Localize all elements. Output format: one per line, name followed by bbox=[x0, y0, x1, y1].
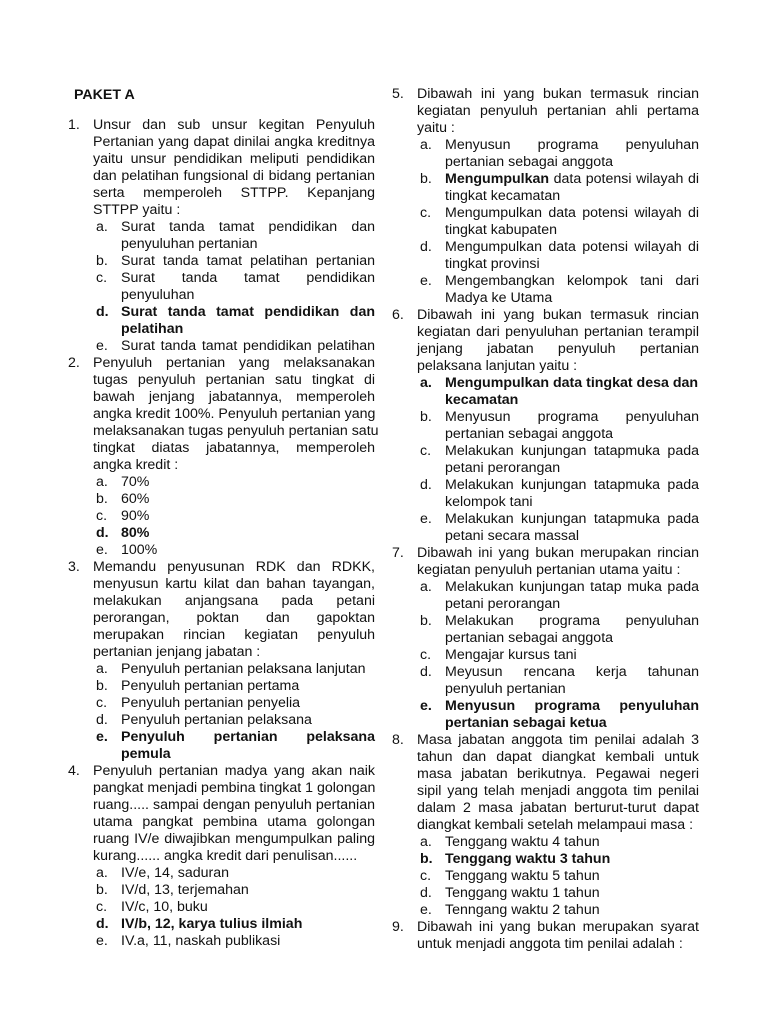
item-text: diangkat kembali setelah melampaui masa : bbox=[417, 817, 694, 833]
answer-option bbox=[68, 270, 375, 287]
answer-option bbox=[392, 613, 699, 630]
item-text: penyuluh pertanian bbox=[445, 681, 566, 697]
item-number: b. bbox=[96, 491, 108, 507]
item-text: Menyusun programa penyuluhan bbox=[445, 698, 699, 714]
answer-option-continued bbox=[392, 715, 699, 732]
item-number: 3. bbox=[68, 559, 80, 575]
question-text-line bbox=[68, 440, 375, 457]
item-text: ruang..... sampai dengan penyuluh pertanian bbox=[93, 797, 375, 813]
item-text: Penyuluh pertanian pelaksana lanjutan bbox=[121, 661, 366, 677]
question-line bbox=[68, 763, 375, 780]
question-text-line bbox=[392, 766, 699, 783]
item-text: pertanian sebagai anggota bbox=[445, 154, 614, 170]
answer-option bbox=[392, 239, 699, 256]
item-text: tingkat diatas jabatannya, memperoleh bbox=[93, 440, 375, 456]
item-text: pelatihan bbox=[121, 321, 184, 337]
item-number: b. bbox=[96, 882, 108, 898]
item-text: Surat tanda tamat pendidikan bbox=[121, 270, 375, 286]
answer-option bbox=[392, 834, 699, 851]
item-text: Tenggang waktu 4 tahun bbox=[445, 834, 600, 850]
bold-word: Mengumpulkan bbox=[445, 171, 550, 187]
item-number: 1. bbox=[68, 117, 80, 133]
item-text: STTPP yaitu : bbox=[93, 202, 181, 218]
item-text: kegiatan dari penyuluhan pertanian terampil bbox=[417, 324, 699, 340]
item-number: c. bbox=[420, 647, 432, 663]
answer-option-continued bbox=[392, 154, 699, 171]
answer-option-continued bbox=[392, 596, 699, 613]
question-text-line bbox=[392, 120, 699, 137]
answer-option bbox=[68, 695, 375, 712]
answer-option bbox=[68, 491, 375, 508]
item-text: Dibawah ini yang bukan merupakan rincian bbox=[417, 545, 699, 561]
item-text: pertanian sebagai anggota bbox=[445, 426, 614, 442]
item-number: d. bbox=[420, 885, 432, 901]
answer-option bbox=[68, 661, 375, 678]
item-text: 80% bbox=[121, 525, 150, 541]
question-text-line bbox=[68, 644, 375, 661]
item-number: e. bbox=[96, 542, 108, 558]
answer-option bbox=[392, 273, 699, 290]
item-text: IV/d, 13, terjemahan bbox=[121, 882, 249, 898]
item-number: c. bbox=[96, 899, 108, 915]
item-text: tahun dan dapat diangkat kembali untuk bbox=[417, 749, 699, 765]
item-number: c. bbox=[96, 270, 108, 286]
item-number: a. bbox=[420, 137, 432, 153]
item-number: 7. bbox=[392, 545, 404, 561]
answer-option bbox=[68, 474, 375, 491]
question-text-line bbox=[392, 341, 699, 358]
question-line bbox=[392, 732, 699, 749]
answer-option bbox=[68, 712, 375, 729]
item-text: Dibawah ini yang bukan termasuk rincian bbox=[417, 86, 699, 102]
item-text: tingkat kecamatan bbox=[445, 188, 561, 204]
answer-option bbox=[68, 338, 375, 355]
item-text: Mengumpulkan data potensi wilayah di bbox=[445, 239, 699, 255]
item-number: e. bbox=[420, 511, 432, 527]
answer-option bbox=[68, 304, 375, 321]
question-text-line bbox=[68, 814, 375, 831]
item-text: Surat tanda tamat pendidikan dan bbox=[121, 219, 375, 235]
question-text-line bbox=[68, 797, 375, 814]
item-number: c. bbox=[96, 508, 108, 524]
answer-option-continued bbox=[68, 287, 375, 304]
question-text-line bbox=[68, 848, 375, 865]
item-number: d. bbox=[96, 304, 109, 320]
question-text-line bbox=[68, 134, 375, 151]
item-text: penyuluhan bbox=[121, 287, 195, 303]
item-text: Madya ke Utama bbox=[445, 290, 553, 306]
answer-option bbox=[392, 171, 699, 188]
item-text: angka kredit : bbox=[93, 457, 179, 473]
item-text: Tenngang waktu 2 tahun bbox=[445, 902, 600, 918]
answer-option bbox=[68, 678, 375, 695]
question-text-line bbox=[68, 610, 375, 627]
answer-option-continued bbox=[392, 630, 699, 647]
item-number: a. bbox=[96, 219, 108, 235]
item-text: 60% bbox=[121, 491, 150, 507]
answer-option bbox=[392, 511, 699, 528]
item-number: c. bbox=[420, 205, 432, 221]
item-number: d. bbox=[96, 712, 108, 728]
item-text: tugas penyuluh pertanian satu tingkat di bbox=[93, 372, 375, 388]
item-number: 4. bbox=[68, 763, 80, 779]
question-text-line bbox=[68, 151, 375, 168]
answer-option bbox=[68, 899, 375, 916]
item-text: petani perorangan bbox=[445, 460, 561, 476]
item-number: c. bbox=[420, 443, 432, 459]
item-text: ruang IV/e diwajibkan mengumpulkan paling bbox=[93, 831, 375, 847]
item-number: d. bbox=[96, 525, 109, 541]
item-number: e. bbox=[420, 273, 432, 289]
item-text: pelaksana lanjutan yaitu : bbox=[417, 358, 578, 374]
item-text: pertanian sebagai anggota bbox=[445, 630, 614, 646]
item-text: Tenggang waktu 1 tahun bbox=[445, 885, 600, 901]
item-text: pertanian jenjang jabatan : bbox=[93, 644, 261, 660]
item-text: masa jabatan berikutnya. Pegawai negeri bbox=[417, 766, 699, 782]
item-text: kurang...... angka kredit dari penulisan...... bbox=[93, 848, 358, 864]
question-text-line bbox=[68, 168, 375, 185]
item-text: melakukan anjangsana pada petani bbox=[93, 593, 375, 609]
question-text-line bbox=[68, 423, 379, 440]
item-text: Melakukan kunjungan tatapmuka pada bbox=[445, 477, 699, 493]
item-text: jenjang jabatan penyuluh pertanian bbox=[417, 341, 699, 357]
item-number: b. bbox=[420, 171, 432, 187]
answer-option bbox=[392, 205, 699, 222]
item-text: pemula bbox=[121, 746, 171, 762]
item-text: tingkat provinsi bbox=[445, 256, 540, 272]
item-text bbox=[445, 171, 699, 188]
item-number: a. bbox=[420, 834, 432, 850]
question-text-line bbox=[392, 936, 699, 953]
item-text: untuk menjadi anggota tim penilai adalah : bbox=[417, 936, 683, 952]
answer-option bbox=[68, 933, 375, 950]
answer-option bbox=[392, 851, 699, 868]
item-number: 8. bbox=[392, 732, 404, 748]
question-line bbox=[392, 86, 699, 103]
item-text: kecamatan bbox=[445, 392, 519, 408]
item-text: Penyuluh pertanian pertama bbox=[121, 678, 300, 694]
item-text: yaitu unsur pendidikan meliputi pendidikan bbox=[93, 151, 375, 167]
question-text-line bbox=[392, 324, 699, 341]
item-text: 100% bbox=[121, 542, 158, 558]
item-text: Melakukan kunjungan tatapmuka pada bbox=[445, 443, 699, 459]
item-text: dan pelatihan fungsional di bidang pertanian bbox=[93, 168, 375, 184]
item-number: 2. bbox=[68, 355, 80, 371]
item-text: Unsur dan sub unsur kegitan Penyuluh bbox=[93, 117, 375, 133]
item-text: petani perorangan bbox=[445, 596, 561, 612]
item-text: Tenggang waktu 3 tahun bbox=[445, 851, 611, 867]
answer-option-continued bbox=[68, 321, 375, 338]
item-text: Mengumpulkan data tingkat desa dan bbox=[445, 375, 699, 391]
item-text: Dibawah ini yang bukan merupakan syarat bbox=[417, 919, 699, 935]
answer-option-continued bbox=[68, 236, 375, 253]
item-text: Surat tanda tamat pendidikan pelatihan bbox=[121, 338, 375, 354]
item-text: sipil yang telah menjadi anggota tim penilai bbox=[417, 783, 699, 799]
item-number: e. bbox=[96, 338, 108, 354]
item-number: b. bbox=[420, 851, 433, 867]
answer-option bbox=[392, 579, 699, 596]
item-number: b. bbox=[96, 678, 108, 694]
item-number: d. bbox=[420, 664, 432, 680]
question-text-line bbox=[68, 831, 375, 848]
item-number: d. bbox=[420, 239, 432, 255]
question-line bbox=[68, 355, 375, 372]
item-text: Penyuluh pertanian madya yang akan naik bbox=[93, 763, 375, 779]
question-text-line bbox=[68, 406, 375, 423]
item-text: Mengumpulkan data potensi wilayah di bbox=[445, 205, 699, 221]
item-number: e. bbox=[420, 902, 432, 918]
question-text-line bbox=[392, 103, 699, 120]
question-text-line bbox=[68, 185, 375, 202]
item-text: Tenggang waktu 5 tahun bbox=[445, 868, 600, 884]
question-text-line bbox=[68, 372, 375, 389]
answer-option bbox=[392, 868, 699, 885]
item-text: Memandu penyusunan RDK dan RDKK, bbox=[93, 559, 375, 575]
question-line bbox=[68, 117, 375, 134]
item-text: Penyuluh pertanian pelaksana bbox=[121, 712, 312, 728]
item-text: Melakukan programa penyuluhan bbox=[445, 613, 699, 629]
item-number: a. bbox=[96, 474, 108, 490]
answer-option bbox=[392, 443, 699, 460]
item-number: a. bbox=[420, 579, 432, 595]
question-text-line bbox=[392, 800, 699, 817]
question-text-line bbox=[68, 576, 375, 593]
item-text: kegiatan penyuluh pertanian ahli pertama bbox=[417, 103, 699, 119]
item-text-rest: data potensi wilayah di bbox=[549, 171, 699, 187]
item-number: 5. bbox=[392, 86, 404, 102]
answer-option bbox=[68, 882, 375, 899]
answer-option bbox=[68, 865, 375, 882]
item-text: menyusun kartu kilat dan bahan tayangan, bbox=[93, 576, 375, 592]
item-number: a. bbox=[420, 375, 432, 391]
question-text-line bbox=[392, 783, 699, 800]
item-text: merupakan rincian kegiatan penyuluh bbox=[93, 627, 375, 643]
answer-option-continued bbox=[392, 426, 699, 443]
answer-option bbox=[68, 219, 375, 236]
answer-option bbox=[392, 902, 699, 919]
item-number: b. bbox=[420, 409, 432, 425]
answer-option bbox=[392, 409, 699, 426]
item-number: a. bbox=[96, 865, 108, 881]
answer-option bbox=[68, 729, 375, 746]
item-number: c. bbox=[96, 695, 108, 711]
answer-option bbox=[392, 477, 699, 494]
answer-option-continued bbox=[392, 460, 699, 477]
item-number: d. bbox=[420, 477, 432, 493]
item-number: 6. bbox=[392, 307, 404, 323]
answer-option-continued bbox=[392, 256, 699, 273]
item-text: 90% bbox=[121, 508, 150, 524]
item-number: d. bbox=[96, 916, 109, 932]
question-text-line bbox=[68, 202, 375, 219]
answer-option bbox=[68, 542, 375, 559]
item-text: pangkat menjadi pembina tingkat 1 golongan bbox=[93, 780, 376, 796]
answer-option bbox=[68, 916, 375, 933]
item-text: Surat tanda tamat pendidikan dan bbox=[121, 304, 375, 320]
answer-option bbox=[392, 137, 699, 154]
item-text: 70% bbox=[121, 474, 150, 490]
item-number: e. bbox=[96, 933, 108, 949]
item-text: serta memperoleh STTPP. Kepanjang bbox=[93, 185, 375, 201]
paket-title: PAKET A bbox=[74, 87, 135, 103]
item-text: tingkat kabupaten bbox=[445, 222, 558, 238]
item-text: perorangan, poktan dan gapoktan bbox=[93, 610, 375, 626]
item-text: Surat tanda tamat pelatihan pertanian bbox=[121, 253, 375, 269]
item-text: IV/c, 10, buku bbox=[121, 899, 208, 915]
answer-option bbox=[392, 698, 699, 715]
answer-option-continued bbox=[68, 746, 375, 763]
item-text: kelompok tani bbox=[445, 494, 533, 510]
answer-option-continued bbox=[392, 188, 699, 205]
item-text: petani secara massal bbox=[445, 528, 580, 544]
item-text: bawah jenjang jabatannya, memperoleh bbox=[93, 389, 375, 405]
item-text: Melakukan kunjungan tatapmuka pada bbox=[445, 511, 699, 527]
question-line bbox=[68, 559, 375, 576]
item-text: melaksanakan tugas penyuluh pertanian satu bbox=[93, 423, 379, 439]
item-text: angka kredit 100%. Penyuluh pertanian yang bbox=[93, 406, 376, 422]
item-text: utama pangkat pembina utama golongan bbox=[93, 814, 375, 830]
answer-option bbox=[68, 253, 375, 270]
answer-option bbox=[68, 525, 375, 542]
item-number: c. bbox=[420, 868, 432, 884]
answer-option bbox=[392, 664, 699, 681]
item-number: e. bbox=[420, 698, 432, 714]
answer-option-continued bbox=[392, 222, 699, 239]
item-number: 9. bbox=[392, 919, 404, 935]
item-text: Meyusun rencana kerja tahunan bbox=[445, 664, 699, 680]
item-text: dalam 2 masa jabatan berturut-turut dapat bbox=[417, 800, 699, 816]
item-text: IV.a, 11, naskah publikasi bbox=[121, 933, 281, 949]
answer-option bbox=[392, 647, 699, 664]
item-number: b. bbox=[96, 253, 108, 269]
answer-option bbox=[392, 885, 699, 902]
question-text-line bbox=[392, 562, 699, 579]
item-text: IV/e, 14, saduran bbox=[121, 865, 230, 881]
question-text-line bbox=[68, 627, 375, 644]
question-line bbox=[392, 919, 699, 936]
question-line bbox=[392, 307, 699, 324]
item-number: b. bbox=[420, 613, 432, 629]
item-number: a. bbox=[96, 661, 108, 677]
item-text: IV/b, 12, karya tulius ilmiah bbox=[121, 916, 303, 932]
item-text: Dibawah ini yang bukan termasuk rincian bbox=[417, 307, 699, 323]
item-number: e. bbox=[96, 729, 108, 745]
item-text: Pertanian yang dapat dinilai angka kreditnya bbox=[93, 134, 375, 150]
item-text: Penyuluh pertanian penyelia bbox=[121, 695, 301, 711]
item-text: pertanian sebagai ketua bbox=[445, 715, 607, 731]
answer-option-continued bbox=[392, 392, 699, 409]
answer-option-continued bbox=[392, 494, 699, 511]
item-text: kegiatan penyuluh pertanian utama yaitu : bbox=[417, 562, 681, 578]
question-text-line bbox=[68, 780, 375, 797]
answer-option-continued bbox=[392, 681, 699, 698]
question-text-line bbox=[68, 389, 375, 406]
item-text: Mengembangkan kelompok tani dari bbox=[445, 273, 699, 289]
answer-option bbox=[68, 508, 375, 525]
answer-option-continued bbox=[392, 290, 699, 307]
question-line bbox=[392, 545, 699, 562]
item-text: penyuluhan pertanian bbox=[121, 236, 258, 252]
question-text-line bbox=[392, 817, 699, 834]
item-text: Penyuluh pertanian pelaksana bbox=[121, 729, 375, 745]
item-text: Menyusun programa penyuluhan bbox=[445, 409, 699, 425]
item-text: yaitu : bbox=[417, 120, 455, 136]
item-text: Mengajar kursus tani bbox=[445, 647, 577, 663]
item-text: Melakukan kunjungan tatap muka pada bbox=[445, 579, 699, 595]
answer-option bbox=[392, 375, 699, 392]
item-text: Masa jabatan anggota tim penilai adalah 3 bbox=[417, 732, 699, 748]
question-text-line bbox=[68, 593, 375, 610]
item-text: Penyuluh pertanian yang melaksanakan bbox=[93, 355, 375, 371]
item-text: Menyusun programa penyuluhan bbox=[445, 137, 699, 153]
question-text-line bbox=[68, 457, 375, 474]
answer-option-continued bbox=[392, 528, 699, 545]
question-text-line bbox=[392, 749, 699, 766]
question-text-line bbox=[392, 358, 699, 375]
